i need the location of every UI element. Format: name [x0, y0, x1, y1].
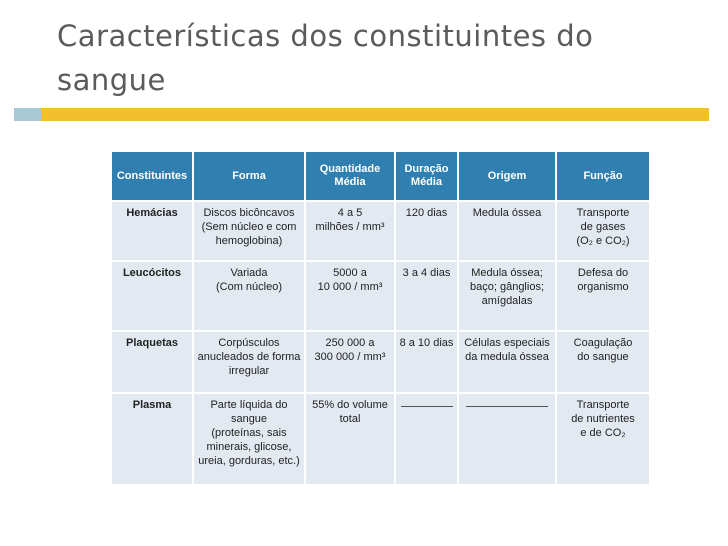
funcao-text: Transporte	[576, 207, 630, 219]
cell-quantidade	[305, 331, 395, 393]
header-forma	[193, 152, 305, 201]
quantidade-text: 4 a 5	[337, 207, 363, 219]
origem-text: Medula óssea;	[471, 267, 543, 279]
funcao-text: organismo	[577, 281, 629, 293]
cell-origem	[458, 261, 556, 331]
funcao-text: e de CO₂	[580, 427, 626, 439]
cell-funcao	[556, 201, 649, 261]
cell-constituinte	[112, 261, 193, 331]
cell-quantidade	[305, 261, 395, 331]
forma-text: Variada	[230, 267, 268, 279]
origem-text: da medula óssea	[465, 351, 549, 363]
empty-value-line	[466, 398, 548, 407]
cell-duracao	[395, 261, 458, 331]
table-header-row	[112, 152, 649, 201]
forma-text: irregular	[228, 365, 270, 377]
header-constituintes-label: Constituintes	[116, 169, 188, 182]
funcao-text: do sangue	[577, 351, 629, 363]
forma-text: minerais, glicose,	[206, 441, 292, 453]
forma-text: (Com núcleo)	[215, 281, 283, 293]
header-funcao	[556, 152, 649, 201]
cell-constituinte	[112, 201, 193, 261]
table-row	[112, 393, 649, 494]
constituinte-name: Hemácias	[126, 207, 178, 219]
header-origem-label: Origem	[487, 169, 527, 182]
forma-text: anucleados de forma	[197, 351, 301, 363]
blood-constituents-table	[112, 152, 649, 484]
cell-funcao	[556, 393, 649, 494]
header-forma-label: Forma	[232, 169, 266, 182]
quantidade-text: 300 000 / mm³	[314, 351, 386, 363]
forma-text: (proteínas, sais	[211, 427, 287, 439]
cell-forma	[193, 201, 305, 261]
constituinte-name: Plaquetas	[126, 337, 178, 349]
header-constituintes	[112, 152, 193, 201]
cell-constituinte	[112, 331, 193, 393]
header-funcao-label: Função	[583, 169, 623, 182]
forma-text: Discos bicôncavos	[203, 207, 295, 219]
quantidade-text: 250 000 a	[325, 337, 375, 349]
header-quantidade-label: Quantidade	[319, 163, 381, 175]
header-quantidade-label: Média	[334, 176, 366, 188]
cell-forma	[193, 261, 305, 331]
decorative-bar	[41, 108, 709, 121]
cell-constituinte	[112, 393, 193, 494]
funcao-text: Transporte	[576, 399, 630, 411]
constituinte-name: Leucócitos	[122, 267, 182, 279]
cell-origem	[458, 331, 556, 393]
cell-duracao	[395, 393, 458, 494]
duracao-text: 8 a 10 dias	[399, 337, 454, 349]
header-duracao-label: Média	[410, 176, 443, 188]
header-origem	[458, 152, 556, 201]
cell-duracao	[395, 201, 458, 261]
quantidade-text: 5000 a	[333, 267, 367, 279]
forma-text: hemoglobina)	[215, 235, 283, 247]
slide-title: Características dos constituintes do sangue	[57, 19, 594, 97]
table-row	[112, 201, 649, 261]
header-duracao-label: Duração	[404, 163, 449, 175]
cell-duracao	[395, 331, 458, 393]
cell-quantidade	[305, 393, 395, 494]
duracao-text: 120 dias	[405, 207, 448, 219]
cell-funcao	[556, 261, 649, 331]
empty-value-line	[401, 398, 453, 407]
cell-forma	[193, 331, 305, 393]
forma-text: sangue	[230, 413, 268, 425]
cell-origem	[458, 393, 556, 494]
origem-text: Células especiais	[464, 337, 550, 349]
header-quantidade	[305, 152, 395, 201]
table-row	[112, 331, 649, 393]
constituinte-name: Plasma	[132, 399, 172, 411]
quantidade-text: 55% do volume	[312, 399, 388, 411]
cell-origem	[458, 201, 556, 261]
forma-text: (Sem núcleo e com	[201, 221, 297, 233]
origem-text: baço; gânglios;	[470, 281, 544, 293]
cell-quantidade	[305, 201, 395, 261]
decorative-square	[14, 108, 41, 121]
funcao-text: de gases	[580, 221, 626, 233]
forma-text: ureia, gorduras, etc.)	[198, 455, 300, 467]
quantidade-text: 10 000 / mm³	[317, 281, 383, 293]
cell-forma	[193, 393, 305, 494]
forma-text: Parte líquida do	[210, 399, 288, 411]
funcao-text: (O₂ e CO₂)	[576, 235, 630, 247]
forma-text: Corpúsculos	[218, 337, 280, 349]
table-row	[112, 261, 649, 331]
header-duracao	[395, 152, 458, 201]
funcao-text: de nutrientes	[571, 413, 635, 425]
funcao-text: Coagulação	[573, 337, 633, 349]
quantidade-text: total	[339, 413, 361, 425]
funcao-text: Defesa do	[577, 267, 629, 279]
quantidade-text: milhões / mm³	[315, 221, 385, 233]
cell-funcao	[556, 331, 649, 393]
duracao-text: 3 a 4 dias	[402, 267, 451, 279]
origem-text: Medula óssea	[472, 207, 542, 219]
origem-text: amígdalas	[481, 295, 533, 307]
